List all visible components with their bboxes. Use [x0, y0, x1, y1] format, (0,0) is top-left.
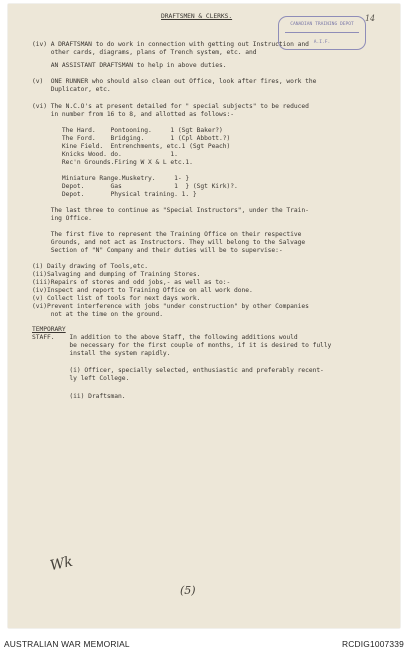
text-line: STAFF. In addition to the above Staff, the following additions would: [32, 334, 298, 341]
text-line: (iv) A DRAFTSMAN to do work in connection with getting out Instruction and: [32, 41, 309, 48]
text-line: The Ford. Bridging. 1 (Cpl Abbott.?): [32, 135, 231, 142]
text-line: install the system rapidly.: [32, 350, 171, 357]
text-line: (ii) Draftsman.: [32, 393, 126, 400]
stamp-divider: [285, 32, 359, 33]
text-line: ing Office.: [32, 215, 92, 222]
footer: [0, 634, 408, 654]
handwritten-note: Wk: [48, 553, 75, 575]
text-line: (vi) The N.C.O's at present detailed for " special subjects" to be reduced: [32, 103, 309, 110]
folio-number: (5): [180, 584, 196, 597]
text-line: other cards, diagrams, plans of Trench system, etc. and: [32, 49, 257, 56]
text-line: Grounds, and not act as Instructors. They will belong to the Salvage: [32, 239, 306, 246]
stamp-line-1: CANADIAN TRAINING DEPOT: [290, 22, 354, 27]
text-line: (ii)Salvaging and dumping of Training Stores.: [32, 271, 201, 278]
footer-left: AUSTRALIAN WAR MEMORIAL: [4, 639, 130, 649]
text-line: Depot. Physical training. 1. }: [32, 191, 197, 198]
text-line: (i) Daily drawing of Tools,etc.: [32, 263, 148, 270]
text-line: (v) ONE RUNNER who should also clean out Office, look after fires, work the: [32, 78, 317, 85]
text-line: (v) Collect list of tools for next days work.: [32, 295, 201, 302]
text-line: AN ASSISTANT DRAFTSMAN to help in above duties.: [32, 62, 227, 69]
text-line: The first five to represent the Training Office on their respective: [32, 231, 302, 238]
text-line: (iii)Repairs of stores and odd jobs,- as well as to:-: [32, 279, 231, 286]
text-line: Section of "N" Company and their duties will be to supervise:-: [32, 247, 283, 254]
text-line: be necessary for the first couple of months, if it is desired to fully: [32, 342, 332, 349]
text-line: Duplicator, etc.: [32, 86, 111, 93]
document-page: [8, 4, 400, 628]
text-line: Knicks Wood. do. 1.: [32, 151, 178, 158]
text-line: in number from 16 to 8, and allotted as follows:-: [32, 111, 235, 118]
heading: DRAFTSMEN & CLERKS.: [161, 13, 233, 20]
text-line: Depot. Gas 1 } (Sgt Kirk)?.: [32, 183, 238, 190]
text-line: (vi)Prevent interference with jobs "under construction" by other Companies: [32, 303, 309, 310]
page-number-mark: 14: [365, 14, 376, 23]
footer-right: RCDIG1007339: [342, 639, 404, 649]
text-line: Rec'n Grounds.Firing W X & L etc.1.: [32, 159, 193, 166]
text-line: (iv)Inspect and report to Training Office on all work done.: [32, 287, 253, 294]
stamp-line-2: A.I.F.: [313, 40, 331, 45]
text-line: The Hard. Pontooning. 1 (Sgt Baker?): [32, 127, 223, 134]
section-label: TEMPORARY: [32, 326, 66, 333]
text-line: ly left College.: [32, 375, 130, 382]
text-line: not at the time on the ground.: [32, 311, 163, 318]
text-line: Kine Field. Entrenchments, etc.1 (Sgt Peach): [32, 143, 231, 150]
text-line: (i) Officer, specially selected, enthusiastic and preferably recent-: [32, 367, 324, 374]
text-line: Miniature Range.Musketry. 1- }: [32, 175, 190, 182]
text-line: The last three to continue as "Special Instructors", under the Train-: [32, 207, 309, 214]
